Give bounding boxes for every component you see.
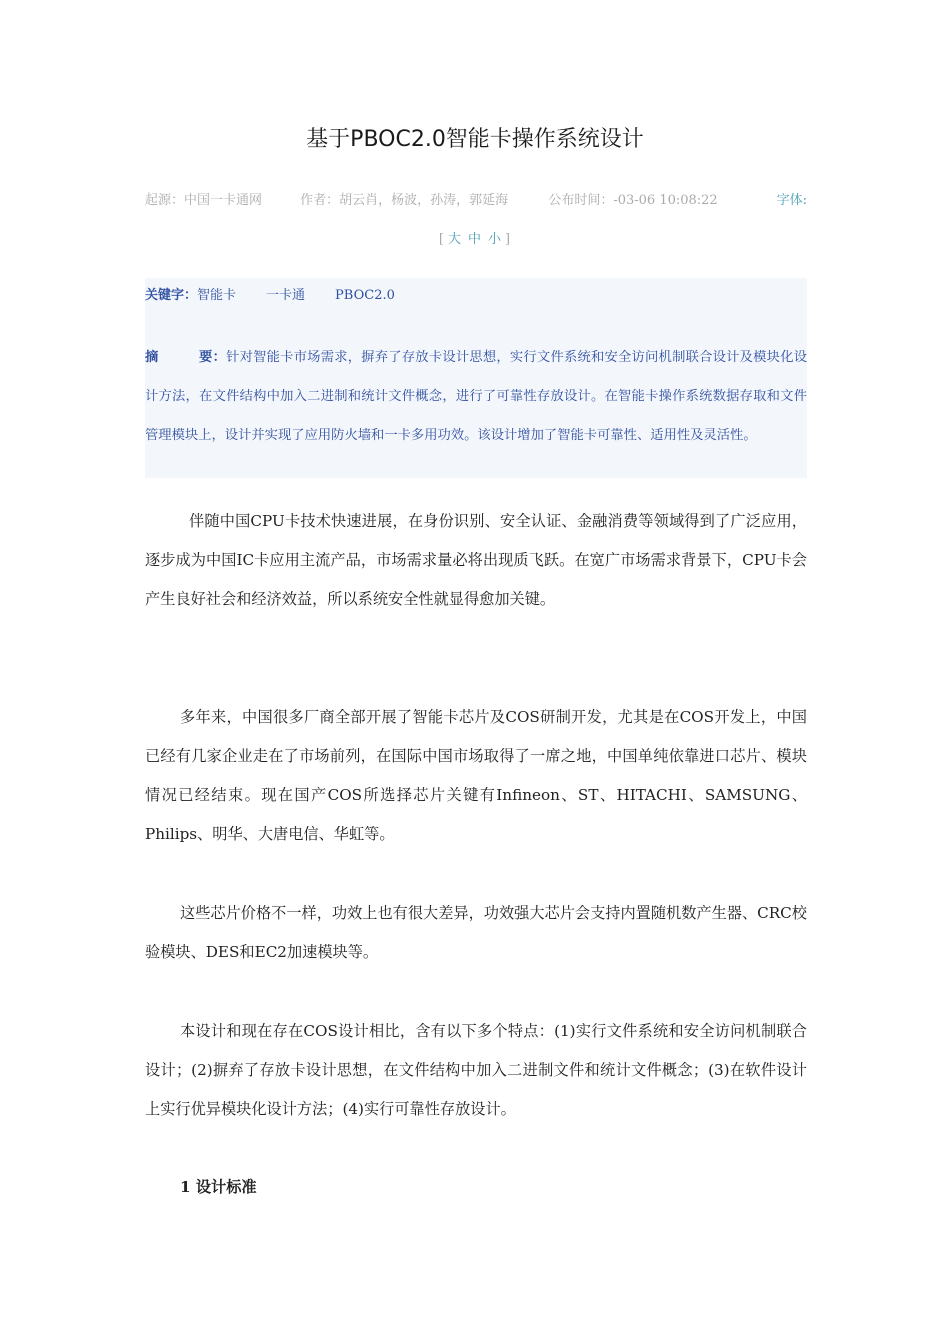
font-size-medium-link[interactable]: 中	[467, 232, 482, 247]
keyword-item: PBOC2.0	[335, 288, 395, 303]
font-size-selector	[0, 228, 950, 247]
keyword-item: 智能卡	[197, 288, 237, 303]
font-size-large-link[interactable]: 大	[447, 232, 462, 247]
body-paragraph-4: 本设计和现在存在COS设计相比，含有以下多个特点：(1)实行文件系统和安全访问机制联合设计；(2)摒弃了存放卡设计思想，在文件结构中加入二进制文件和统计文件概念；(3)在软件设计上实行优异模块化设计方法；(4)实行可靠性存放设计。	[145, 1022, 807, 1118]
keyword-item: 一卡通	[266, 288, 306, 303]
abstract-body: 针对智能卡市场需求，摒弃了存放卡设计思想，实行文件系统和安全访问机制联合设计及模块化设计方法，在文件结构中加入二进制和统计文件概念，进行了可靠性存放设计。在智能卡操作系统数据存取和文件管理模块上，设计并实现了应用防火墙和一卡多用功效。该设计增加了智能卡可靠性、适用性及灵活性。	[145, 350, 808, 443]
section-heading: 1 设计标准	[180, 1178, 257, 1196]
font-size-small-link[interactable]: 小	[488, 232, 503, 247]
body-paragraph-3: 这些芯片价格不一样，功效上也有很大差异，功效强大芯片会支持内置随机数产生器、CRC校验模块、DES和EC2加速模块等。	[145, 904, 807, 961]
font-size-bracket-open: [	[438, 232, 445, 247]
meta-publish-time: 公布时间：-03-06 10:08:22	[548, 193, 718, 208]
meta-font-label: 字体:	[776, 193, 807, 208]
meta-authors: 作者：胡云肖，杨波，孙涛，郭延海	[300, 193, 509, 208]
abstract-text	[145, 338, 807, 455]
keywords-line	[145, 284, 395, 303]
keywords-label: 关键字：	[145, 288, 198, 303]
abstract-label: 摘 要：	[145, 350, 227, 365]
body-paragraph-2: 多年来，中国很多厂商全部开展了智能卡芯片及COS研制开发，尤其是在COS开发上，中国已经有几家企业走在了市场前列，在国际中国市场取得了一席之地，中国单纯依靠进口芯片、模块情况已经结束。现在国产COS所选择芯片关键有Infineon、ST、HITACHI、SAMSUNG、Philips、明华、大唐电信、华虹等。	[145, 708, 807, 843]
article-meta	[145, 189, 807, 208]
body-paragraph-1: 伴随中国CPU卡技术快速进展，在身份识别、安全认证、金融消费等领域得到了广泛应用，逐步成为中国IC卡应用主流产品，市场需求量必将出现质飞跃。在宽广市场需求背景下，CPU卡会产生良好社会和经济效益，所以系统安全性就显得愈加关键。	[145, 512, 807, 608]
meta-source: 起源：中国一卡通网	[145, 193, 263, 208]
page-title: 基于PBOC2.0智能卡操作系统设计	[306, 127, 644, 152]
font-size-bracket-close: ]	[505, 232, 512, 247]
